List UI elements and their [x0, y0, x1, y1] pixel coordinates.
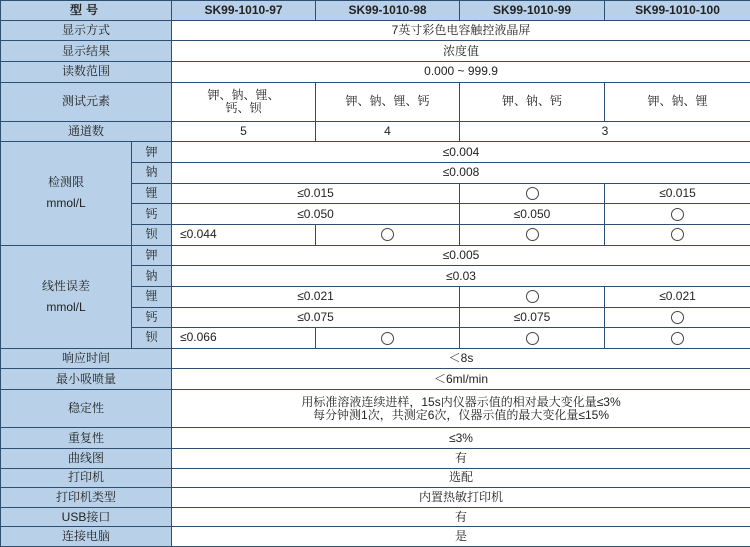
linearity-ba-99: [460, 328, 605, 349]
elements-97-line2: 钙、钡: [225, 100, 262, 115]
circle-icon: [526, 187, 539, 200]
min-suction-label: 最小吸喷量: [1, 369, 172, 390]
reading-range-label: 读数范围: [1, 61, 172, 82]
detection-ca-100: [605, 204, 750, 225]
printer-label: 打印机: [1, 468, 172, 488]
detection-na-el: 钠: [132, 163, 172, 184]
detection-li-99: [460, 183, 605, 204]
row-pc: [1, 527, 750, 547]
model-98: SK99-1010-98: [316, 1, 460, 21]
detection-ba-el: 钡: [132, 224, 172, 245]
linearity-ba-el: 钡: [132, 328, 172, 349]
linearity-ba-value: ≤0.066: [172, 328, 316, 349]
row-curve: [1, 448, 750, 468]
printer-type-label: 打印机类型: [1, 488, 172, 508]
row-usb: [1, 507, 750, 527]
circle-icon: [671, 332, 684, 345]
display-mode-value: 7英寸彩色电容触控液晶屏: [172, 20, 750, 41]
detection-ba-98: [316, 224, 460, 245]
row-printer: [1, 468, 750, 488]
linearity-title: 线性误差: [41, 278, 90, 293]
linearity-unit: mmol/L: [46, 299, 86, 314]
row-display-result: [1, 41, 750, 62]
model-99: SK99-1010-99: [460, 1, 605, 21]
usb-label: USB接口: [1, 507, 172, 527]
response-time-label: 响应时间: [1, 348, 172, 369]
channels-99-100: 3: [460, 121, 750, 142]
row-response-time: [1, 348, 750, 369]
elements-97-line1: 钾、钠、锂、: [207, 87, 280, 102]
elements-98: 钾、钠、锂、钙: [316, 82, 460, 121]
repeatability-value: ≤3%: [172, 428, 750, 449]
linearity-k-el: 钾: [132, 245, 172, 266]
stability-line2: 每分钟测1次，共测定6次，仪器示值的最大变化量≤15%: [313, 407, 609, 422]
circle-icon: [526, 290, 539, 303]
detection-ca-el: 钙: [132, 204, 172, 225]
detection-title: 检测限: [47, 175, 84, 190]
row-repeatability: [1, 428, 750, 449]
circle-icon: [671, 311, 684, 324]
circle-icon: [671, 208, 684, 221]
row-detection-k: [1, 142, 750, 163]
elements-100: 钾、钠、锂: [605, 82, 750, 121]
stability-label: 稳定性: [1, 390, 172, 428]
curve-label: 曲线图: [1, 448, 172, 468]
display-mode-label: 显示方式: [1, 20, 172, 41]
channels-label: 通道数: [1, 121, 172, 142]
detection-label: [1, 142, 132, 245]
display-result-value: 浓度值: [172, 41, 750, 62]
row-linearity-k: [1, 245, 750, 266]
detection-ca-99: ≤0.050: [460, 204, 605, 225]
display-result-label: 显示结果: [1, 41, 172, 62]
detection-li-value: ≤0.015: [172, 183, 460, 204]
detection-ba-100: [605, 224, 750, 245]
linearity-ba-100: [605, 328, 750, 349]
linearity-k-value: ≤0.005: [172, 245, 750, 266]
linearity-ca-99: ≤0.075: [460, 307, 605, 328]
linearity-li-99: [460, 286, 605, 307]
usb-value: 有: [172, 507, 750, 527]
stability-value: [172, 390, 750, 428]
linearity-ba-98: [316, 328, 460, 349]
row-printer-type: [1, 488, 750, 508]
printer-type-value: 内置热敏打印机: [172, 488, 750, 508]
linearity-ca-value: ≤0.075: [172, 307, 460, 328]
row-reading-range: [1, 61, 750, 82]
circle-icon: [526, 228, 539, 241]
printer-value: 选配: [172, 468, 750, 488]
detection-ba-value: ≤0.044: [172, 224, 316, 245]
pc-label: 连接电脑: [1, 527, 172, 547]
row-channels: [1, 121, 750, 142]
circle-icon: [381, 332, 394, 345]
linearity-na-el: 钠: [132, 266, 172, 287]
detection-li-el: 锂: [132, 183, 172, 204]
detection-li-100: ≤0.015: [605, 183, 750, 204]
detection-na-value: ≤0.008: [172, 163, 750, 184]
header-row: [1, 1, 750, 21]
model-97: SK99-1010-97: [172, 1, 316, 21]
linearity-li-el: 锂: [132, 286, 172, 307]
linearity-li-100: ≤0.021: [605, 286, 750, 307]
detection-ca-value: ≤0.050: [172, 204, 460, 225]
row-stability: [1, 390, 750, 428]
min-suction-value: ＜6ml/min: [172, 369, 750, 390]
circle-icon: [381, 228, 394, 241]
linearity-ca-el: 钙: [132, 307, 172, 328]
detection-ba-99: [460, 224, 605, 245]
model-label: 型号: [1, 1, 172, 21]
detection-unit: mmol/L: [46, 196, 86, 211]
row-elements: [1, 82, 750, 121]
row-display-mode: [1, 20, 750, 41]
detection-k-el: 钾: [132, 142, 172, 163]
detection-k-value: ≤0.004: [172, 142, 750, 163]
circle-icon: [671, 228, 684, 241]
elements-99: 钾、钠、钙: [460, 82, 605, 121]
elements-label: 测试元素: [1, 82, 172, 121]
circle-icon: [526, 332, 539, 345]
channels-97: 5: [172, 121, 316, 142]
pc-value: 是: [172, 527, 750, 547]
response-time-value: ＜8s: [172, 348, 750, 369]
channels-98: 4: [316, 121, 460, 142]
row-min-suction: [1, 369, 750, 390]
linearity-li-value: ≤0.021: [172, 286, 460, 307]
reading-range-value: 0.000 ~ 999.9: [172, 61, 750, 82]
linearity-label: [1, 245, 132, 348]
linearity-na-value: ≤0.03: [172, 266, 750, 287]
linearity-ca-100: [605, 307, 750, 328]
model-100: SK99-1010-100: [605, 1, 750, 21]
repeatability-label: 重复性: [1, 428, 172, 449]
elements-97: [172, 82, 316, 121]
curve-value: 有: [172, 448, 750, 468]
stability-line1: 用标准溶液连续进样，15s内仪器示值的相对最大变化量≤3%: [301, 394, 621, 409]
